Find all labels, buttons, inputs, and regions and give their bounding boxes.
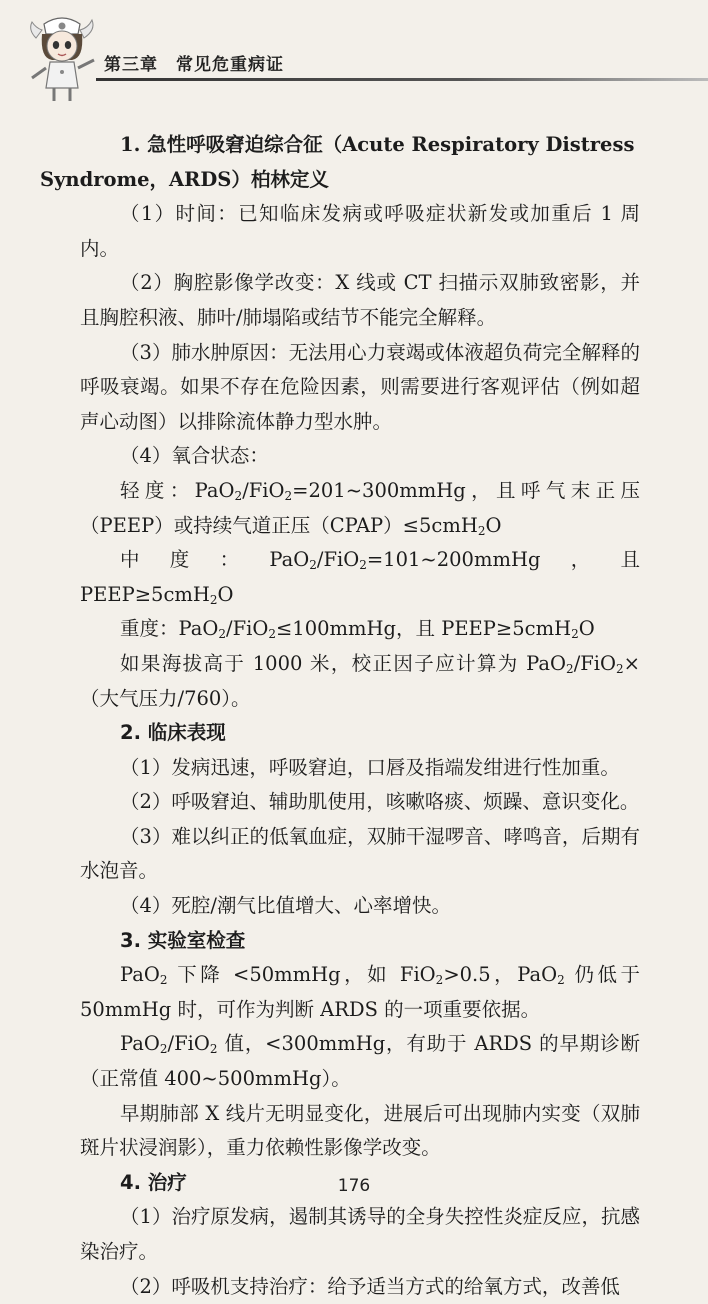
section-2-title: 2. 临床表现 bbox=[120, 721, 226, 745]
paragraph: （1）治疗原发病，遏制其诱导的全身失控性炎症反应，抗感染治疗。 bbox=[80, 1205, 640, 1263]
paragraph-severe: 重度：PaO$_2$/FiO$_2$≤100mmHg，且 PEEP≥5cmH$_2$O bbox=[120, 617, 595, 642]
section-4-title: 4. 治疗 bbox=[120, 1170, 187, 1194]
paragraph: （2）胸腔影像学改变：X 线或 CT 扫描示双肺致密影，并且胸腔积液、肺叶/肺塌陷或结节不能完全解释。 bbox=[80, 271, 640, 329]
paragraph-lab-2: PaO$_2$/FiO$_2$ 值，<300mmHg，有助于 ARDS 的早期诊断（正常值 400~500mmHg）。 bbox=[80, 1032, 640, 1091]
paragraph: （4）氧合状态： bbox=[120, 444, 269, 468]
paragraph-lab-1: PaO$_2$ 下降 <50mmHg，如 FiO$_2$>0.5，PaO$_2$ 仍低于 50mmHg 时，可作为判断 ARDS 的一项重要依据。 bbox=[80, 963, 640, 1021]
page-number: 176 bbox=[337, 1176, 371, 1196]
chapter-title: 第三章 常见危重病证 bbox=[104, 55, 284, 75]
paragraph: （3）肺水肿原因：无法用心力衰竭或体液超负荷完全解释的呼吸衰竭。如果不存在危险因素，则需要进行客观评估（例如超声心动图）以排除流体静力型水肿。 bbox=[80, 340, 640, 433]
paragraph-altitude: 如果海拔高于 1000 米，校正因子应计算为 PaO$_2$/FiO$_2$×（大气压力/760）。 bbox=[80, 651, 640, 710]
page-content bbox=[40, 128, 641, 1304]
paragraph: （2）呼吸机支持治疗：给予适当方式的给氧方式，改善低 bbox=[120, 1274, 620, 1298]
paragraph-mild: 轻度：PaO$_2$/FiO$_2$=201~300mmHg，且呼气末正压（PEEP）或持续气道正压（CPAP）≤5cmH$_2$O bbox=[80, 478, 640, 538]
paragraph: 早期肺部 X 线片无明显变化，进展后可出现肺内实变（双肺斑片状浸润影），重力依赖性影像学改变。 bbox=[80, 1101, 640, 1160]
nurse-mascot-icon bbox=[22, 8, 102, 104]
paragraph-moderate: 中度：PaO$_2$/FiO$_2$=101~200mmHg，且 PEEP≥5cmH$_2$O bbox=[80, 548, 641, 607]
header-rule bbox=[96, 78, 708, 81]
paragraph: （1）时间：已知临床发病或呼吸症状新发或加重后 1 周内。 bbox=[80, 202, 640, 260]
paragraph: （3）难以纠正的低氧血症，双肺干湿啰音、哮鸣音，后期有水泡音。 bbox=[80, 824, 640, 883]
paragraph: （2）呼吸窘迫、辅助肌使用，咳嗽咯痰、烦躁、意识变化。 bbox=[120, 790, 640, 814]
paragraph: （1）发病迅速，呼吸窘迫，口唇及指端发绀进行性加重。 bbox=[120, 755, 620, 779]
paragraph: （4）死腔/潮气比值增大、心率增快。 bbox=[120, 894, 451, 918]
page-header bbox=[0, 0, 708, 110]
section-1-title: 1. 急性呼吸窘迫综合征（Acute Respiratory Distress Syndrome，ARDS）柏林定义 bbox=[40, 133, 635, 191]
section-3-title: 3. 实验室检查 bbox=[120, 928, 246, 952]
